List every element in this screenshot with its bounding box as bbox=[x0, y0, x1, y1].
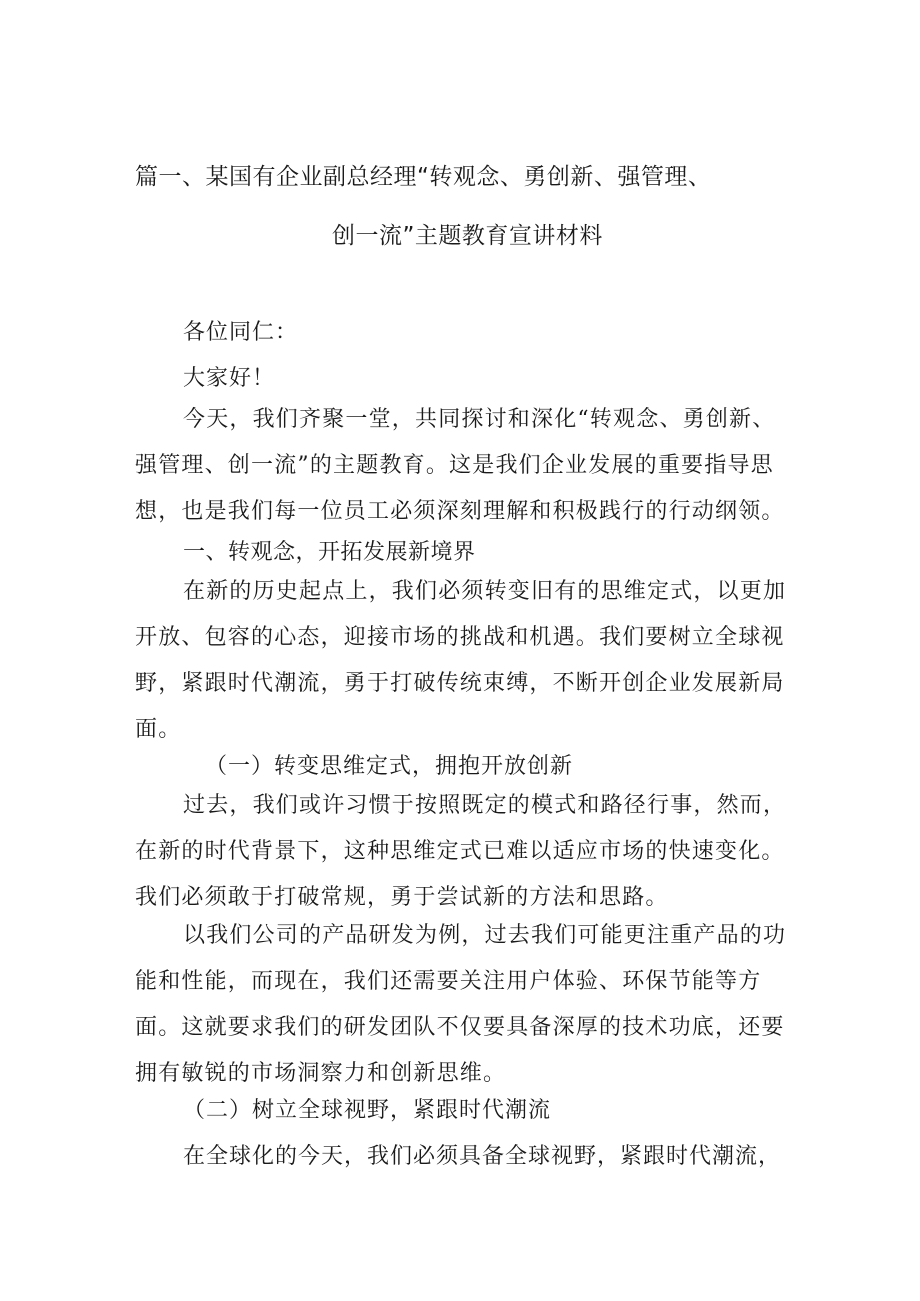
document-title-line-1: 篇一、某国有企业副总经理“转观念、勇创新、强管理、 bbox=[135, 164, 712, 190]
section-1-paragraph: 在新的历史起点上，我们必须转变旧有的思维定式，以更加开放、包容的心态，迎接市场的挑战和机遇。我们要树立全球视野，紧跟时代潮流，勇于打破传统束缚，不断开创企业发展新局面。 bbox=[135, 579, 787, 742]
subsection-2-heading: （二）树立全球视野，紧跟时代潮流 bbox=[183, 1098, 552, 1123]
section-1-heading: 一、转观念，开拓发展新境界 bbox=[183, 540, 476, 565]
subsection-1-heading: （一）转变思维定式，拥抱开放创新 bbox=[205, 754, 574, 779]
subsection-1-paragraph-1: 过去，我们或许习惯于按照既定的模式和路径行事，然而，在新的时代背景下，这种思维定式已难以适应市场的快速变化。我们必须敢于打破常规，勇于尝试新的方法和思路。 bbox=[135, 793, 787, 910]
document-title-line-2: 创一流”主题教育宣讲材料 bbox=[332, 223, 603, 249]
greeting: 大家好！ bbox=[183, 366, 276, 391]
subsection-1-paragraph-2: 以我们公司的产品研发为例，过去我们可能更注重产品的功能和性能，而现在，我们还需要关注用户体验、环保节能等方面。这就要求我们的研发团队不仅要具备深厚的技术功底，还要拥有敏锐的市场洞察力和创新思维。 bbox=[135, 923, 787, 1086]
subsection-2-paragraph: 在全球化的今天，我们必须具备全球视野，紧跟时代潮流， bbox=[183, 1144, 782, 1169]
salutation: 各位同仁： bbox=[183, 320, 299, 345]
intro-paragraph: 今天，我们齐聚一堂，共同探讨和深化“转观念、勇创新、强管理、创一流”的主题教育。这是我们企业发展的重要指导思想，也是我们每一位员工必须深刻理解和积极践行的行动纲领。 bbox=[135, 407, 785, 524]
